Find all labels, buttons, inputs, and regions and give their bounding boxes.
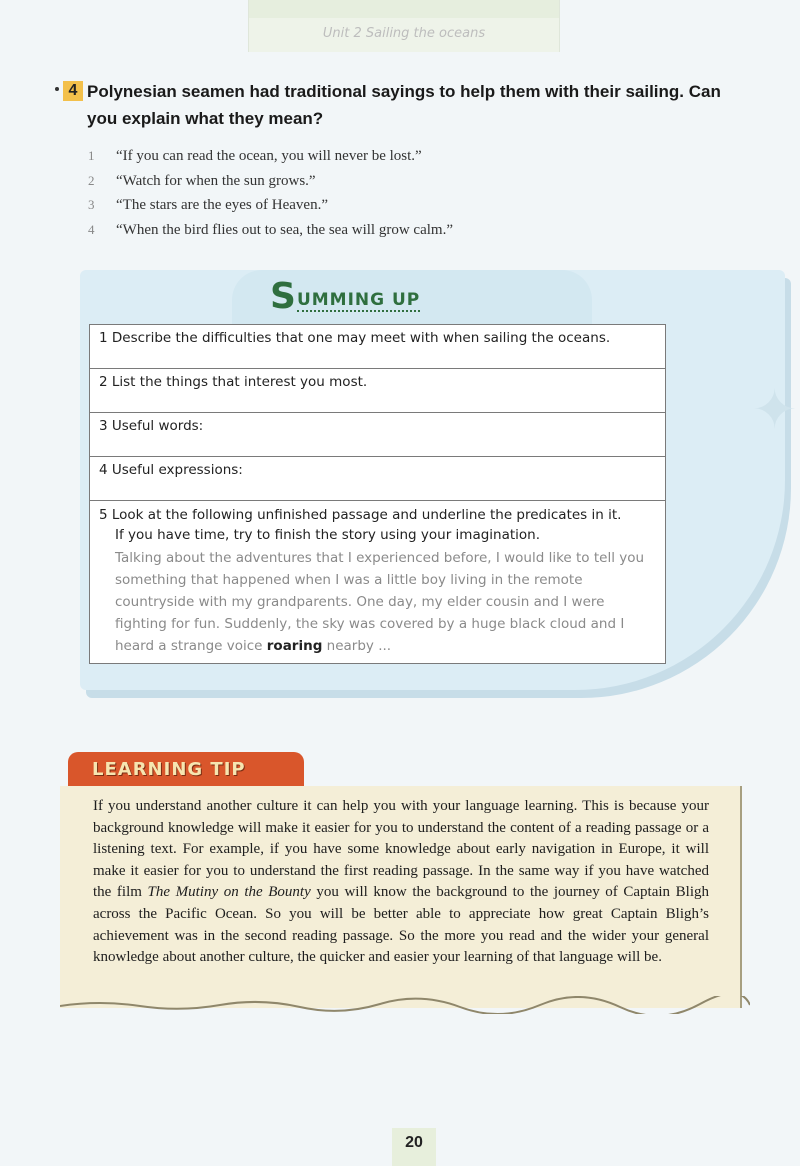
question-number-badge: 4	[63, 81, 83, 101]
table-cell: 1 Describe the difficulties that one may meet with when sailing the oceans.	[90, 325, 666, 369]
summing-up-table	[89, 324, 666, 664]
summing-up-title-rest: UMMING UP	[296, 290, 421, 310]
unfinished-passage: Talking about the adventures that I experienced before, I would like to tell you something that happened when I was a little boy living in the remote countryside with my grandparents. One day, my elder cousin and I were fighting for fun. Suddenly, the sky was covered by a huge black cloud and I heard a strange voice roaring nearby ...	[115, 550, 645, 654]
learning-tip-text: If you understand another culture it can help you with your language learning. This is because your background knowledge will make it easier for you to understand the content of a reading passage or a listening text. For example, if you have some knowledge about early navigation in Europe, it will make it easier for you to understand the first reading passage. In the same way if you have watched the film The Mutiny on the Bounty you will know the background to the journey of Captain Bligh across the Pacific Ocean. So you will be better able to appreciate how great Captain Bligh’s achievement was in the second reading passage. So the more you read and the wider your general knowledge about another culture, the quicker and easier your learning of that language will be.	[93, 798, 709, 966]
page-number: 20	[392, 1128, 436, 1166]
table-row	[90, 369, 666, 413]
saying-item: 3 “The stars are the eyes of Heaven.”	[88, 197, 328, 213]
saying-item: 2 “Watch for when the sun grows.”	[88, 172, 316, 189]
table-cell: 2 List the things that interest you most.	[90, 369, 666, 413]
unit-header-tab	[248, 0, 560, 52]
table-cell: 4 Useful expressions:	[90, 457, 666, 501]
question-title: Polynesian seamen had traditional sayings to help them with their sailing. Can you explain what they mean?	[87, 82, 721, 128]
table-row	[90, 457, 666, 501]
sayings-list	[88, 144, 453, 242]
question-4	[55, 78, 755, 132]
header-stripe	[249, 0, 559, 18]
film-title: The Mutiny on the Bounty	[147, 884, 311, 901]
unit-title: Unit 2 Sailing the oceans	[322, 26, 486, 41]
table-cell	[90, 501, 666, 664]
star-decoration-icon: ✦	[752, 380, 798, 440]
table-row	[90, 325, 666, 369]
summing-up-title	[270, 276, 420, 317]
summing-up-initial: S	[270, 276, 297, 317]
learning-tip-title: LEARNING TIP	[92, 759, 246, 780]
bullet-dot	[55, 87, 59, 91]
table-row	[90, 501, 666, 664]
task-5-instruction: 5 Look at the following unfinished passage and underline the predicates in it. If you have time, try to finish the story using your imagination.	[99, 507, 622, 543]
passage-bold-word: roaring	[266, 638, 323, 654]
torn-paper-edge	[60, 996, 750, 1014]
saying-item: 4 “When the bird flies out to sea, the sea will grow calm.”	[88, 221, 453, 238]
table-cell: 3 Useful words:	[90, 413, 666, 457]
saying-item: 1 “If you can read the ocean, you will never be lost.”	[88, 148, 422, 164]
table-row	[90, 413, 666, 457]
